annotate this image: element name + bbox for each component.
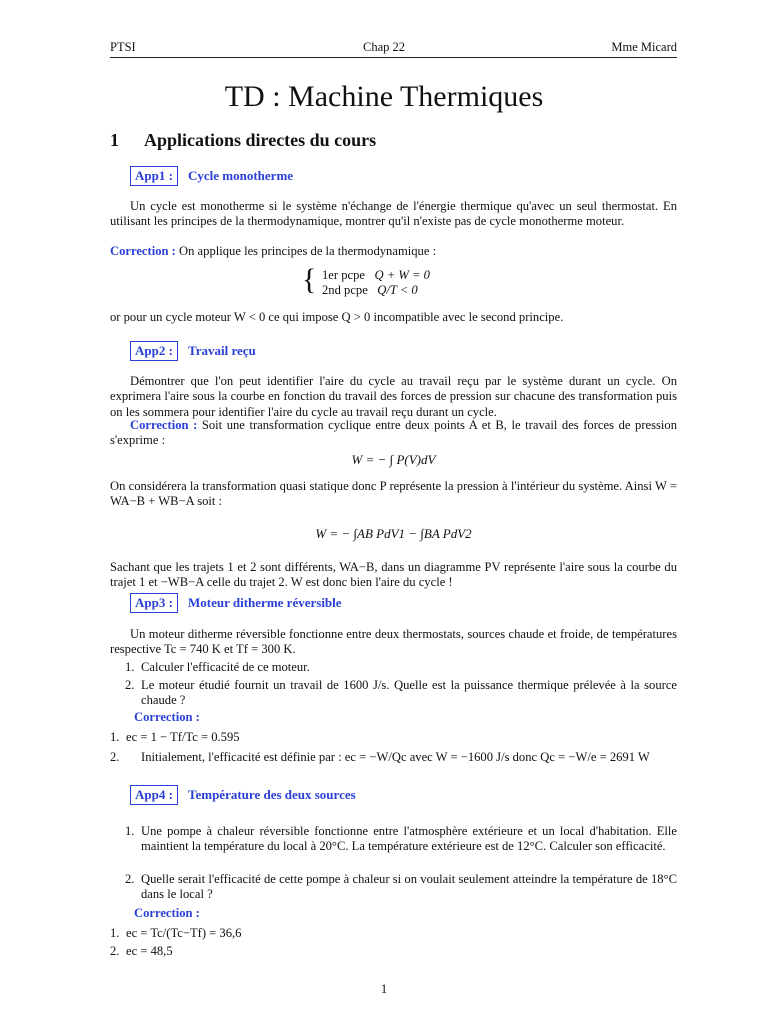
app1-after: or pour un cycle moteur W < 0 ce qui impose Q > 0 incompatible avec le second principe.: [110, 310, 564, 324]
app3-tag: App3 :: [130, 593, 178, 613]
section-heading: [110, 130, 376, 151]
app1-title: Cycle monotherme: [188, 168, 294, 183]
header-rule: [110, 57, 677, 58]
app2-end: Sachant que les trajets 1 et 2 sont différents, WA−B, dans un diagramme PV représente l'aire sous la courbe du trajet 1 et −WB−A celle du trajet 2. W est donc bien l'aire du cycle !: [110, 560, 677, 590]
app2-mid: On considérera la transformation quasi statique donc P représente la pression à l'intérieur du système. Ainsi W = WA−B + WB−A soit :: [110, 479, 677, 509]
section-number: 1: [110, 130, 119, 150]
eq2-label: 2nd pcpe: [322, 283, 368, 297]
app4-answer-2-text: ec = 48,5: [126, 944, 173, 958]
app4-title: Température des deux sources: [188, 787, 356, 802]
app3-answer-2-text: Initialement, l'efficacité est définie par : ec = −W/Qc avec W = −1600 J/s donc Qc = −W/e = 2691 W: [141, 750, 650, 764]
app2-tag: App2 :: [130, 341, 178, 361]
brace-icon: {: [302, 263, 317, 296]
eq1: Q + W = 0: [374, 268, 430, 282]
app2-correction-label: Correction :: [130, 418, 198, 432]
app3-title: Moteur ditherme réversible: [188, 595, 342, 610]
app4-tag: App4 :: [130, 785, 178, 805]
app2-eq2: W = − ∫AB PdV1 − ∫BA PdV2: [315, 526, 472, 541]
page-title: TD : Machine Thermiques: [224, 80, 544, 113]
app4-question-2-text: Quelle serait l'efficacité de cette pompe à chaleur si on voulait seulement atteindre la température de 18°C dans le local ?: [141, 872, 677, 902]
eq2: Q/T < 0: [377, 283, 418, 297]
app3-question-1-text: Calculer l'efficacité de ce moteur.: [141, 660, 310, 674]
app2-eq1: W = − ∫ P(V)dV: [351, 452, 436, 467]
app1-equation-system: [302, 263, 430, 298]
eq1-label: 1er pcpe: [322, 268, 366, 282]
app1-correction-text: On applique les principes de la thermodynamique :: [179, 244, 437, 258]
app3-answer-1-text: ec = 1 − Tf/Tc = 0.595: [126, 730, 240, 744]
app3-question-2-text: Le moteur étudié fournit un travail de 1600 J/s. Quelle est la puissance thermique prélevée à la source chaude ?: [141, 678, 677, 708]
app2-text: Démontrer que l'on peut identifier l'aire du cycle au travail reçu par le système durant un cycle. On exprimera l'aire sous la courbe en fonction du travail des forces de pression sur chacune des transformation puis on les sommera pour identifier l'aire du cycle au travail reçu durant un cycle.: [110, 374, 677, 419]
app2-title: Travail reçu: [188, 343, 256, 358]
app1-correction: [110, 244, 677, 259]
header-left: PTSI: [110, 40, 136, 54]
app4-question-1-text: Une pompe à chaleur réversible fonctionne entre l'atmosphère extérieure et un local d'habitation. Elle maintient la température du local à 20°C. La température extérieure est de 12°C. Calculer son efficacité.: [141, 824, 677, 854]
app4-answer-1-text: ec = Tc/(Tc−Tf) = 36,6: [126, 926, 242, 940]
app2-correction-text: Soit une transformation cyclique entre deux points A et B, le travail des forces de pression s'exprime :: [110, 418, 677, 448]
page-number: 1: [380, 982, 388, 996]
section-title: Applications directes du cours: [144, 130, 377, 150]
app3-text: Un moteur ditherme réversible fonctionne entre deux thermostats, sources chaude et froide, de températures respective Tc = 740 K et Tf = 300 K.: [110, 627, 677, 657]
app3-correction-label: Correction :: [134, 710, 200, 724]
header-right: Mme Micard: [611, 40, 677, 54]
app2-correction: [110, 418, 677, 449]
app1-tag: App1 :: [130, 166, 178, 186]
header-center: Chap 22: [362, 40, 405, 54]
app1-correction-label: Correction :: [110, 244, 176, 258]
app1-text: Un cycle est monotherme si le système n'échange de l'énergie thermique qu'avec un seul thermostat. En utilisant les principes de la thermodynamique, montrer qu'il n'existe pas de cycle monotherme moteur.: [110, 199, 677, 229]
app4-correction-label: Correction :: [134, 906, 200, 920]
